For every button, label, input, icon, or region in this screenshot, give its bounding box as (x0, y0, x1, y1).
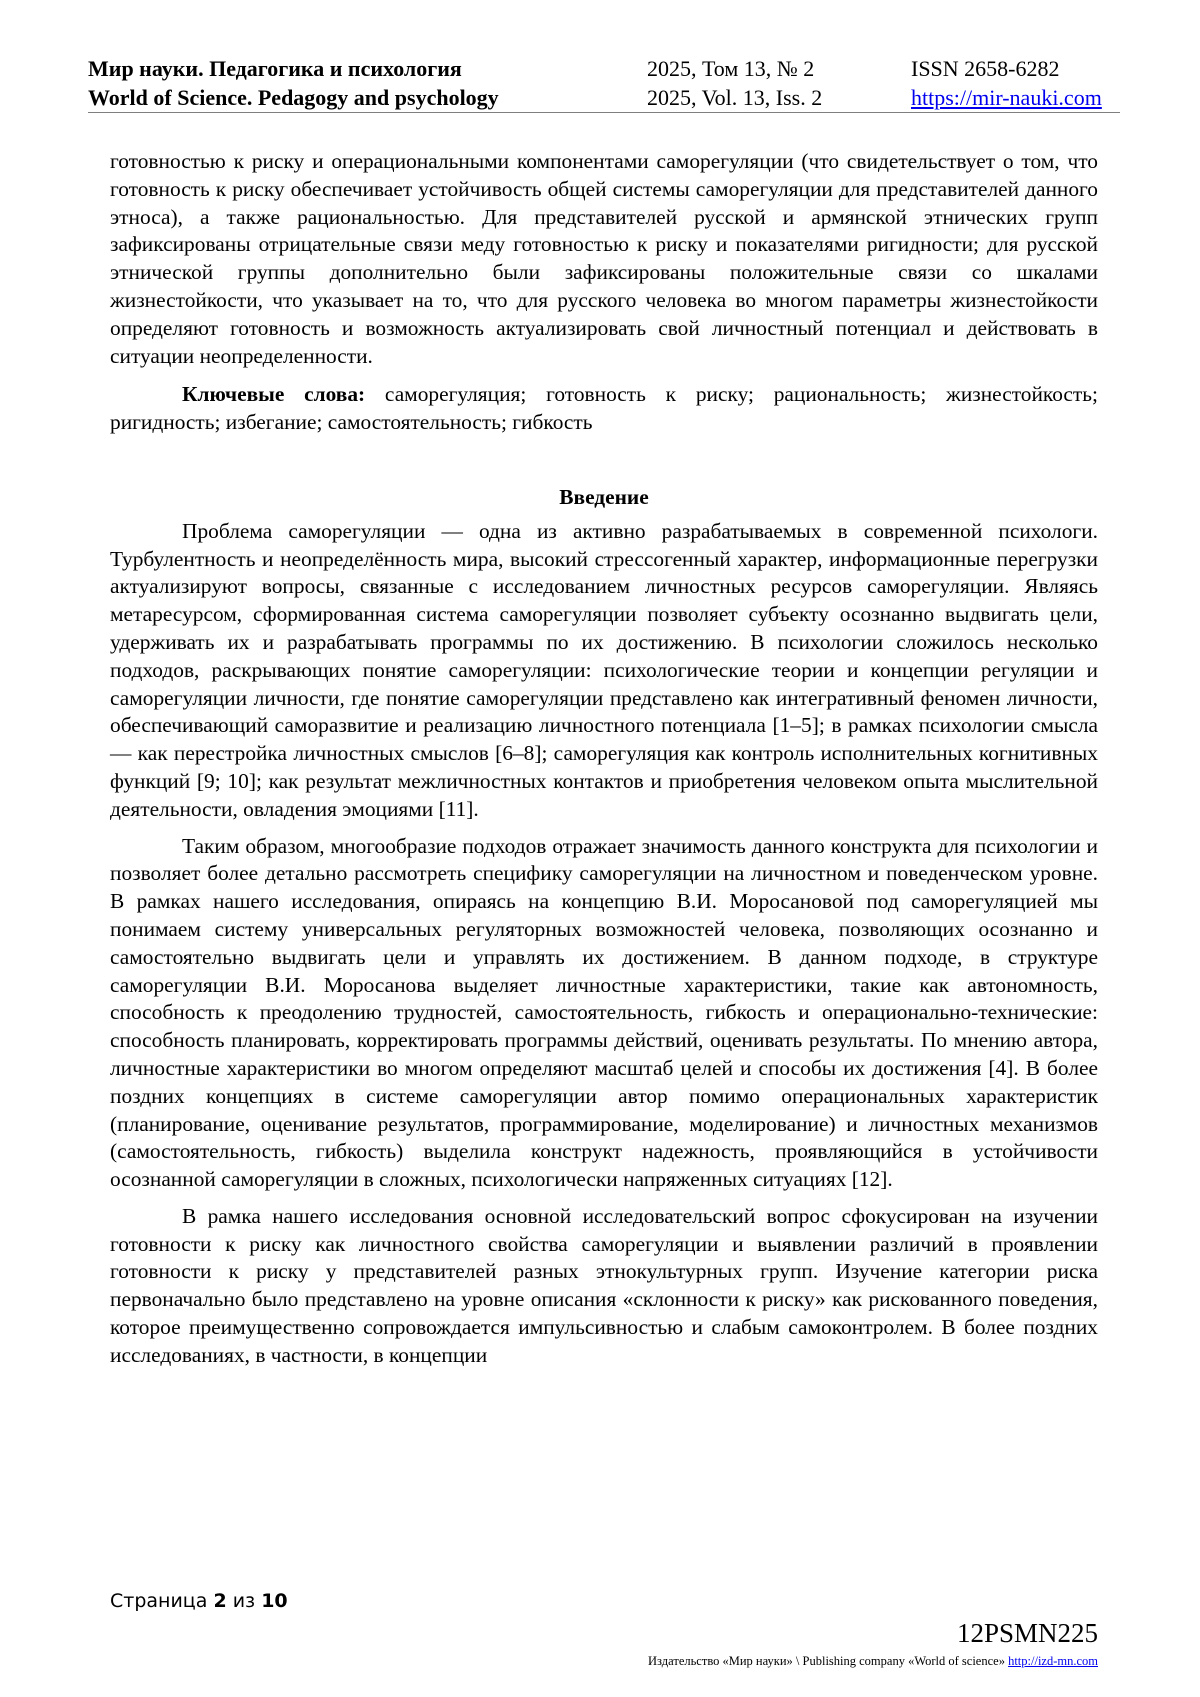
section-title: Введение (559, 484, 649, 509)
body-paragraph-2: Таким образом, многообразие подходов отражает значимость данного конструкта для психологии и позволяет более детально рассмотреть специфику саморегуляции на личностном и поведенческом уровне. В рамках нашего исследования, опираясь на концепцию В.И. Моросановой под саморегуляцией мы понимаем систему универсальных регуляторных возможностей человека, позволяющих осознанно и самостоятельно выдвигать цели и управлять их достижением. В данном подходе, в структуре саморегуляции В.И. Моросанова выделяет личностные характеристики, такие как автономность, способность к преодолению трудностей, самостоятельность, гибкость и операционально-технические: способность планировать, корректировать программы действий, оценивать результаты. По мнению автора, личностные характеристики во многом определяют масштаб целей и способы их достижения [4]. В более поздних концепциях в системе саморегуляции автор помимо операциональных характеристик (планирование, оценивание результатов, программирование, моделирование) и личностных механизмов (самостоятельность, гибкость) выделила конструкт надежность, проявляющийся в устойчивости осознанной саморегуляции в сложных, психологически напряженных ситуациях [12]. (110, 833, 1098, 1192)
article-body (110, 148, 1098, 1370)
publisher-text: Издательство «Мир науки» \ Publishing company «World of science» (648, 1654, 1009, 1668)
abstract-continuation: готовностью к риску и операциональными компонентами саморегуляции (что свидетельствует о том, что готовность к риску обеспечивает устойчивость общей системы саморегуляции для представителей данного этноса), а также рациональностью. Для представителей русской и армянской этнических групп зафиксированы отрицательные связи меду готовностью к риску и показателями ригидности; для русской этнической группы дополнительно были зафиксированы положительные связи со шкалами жизнестойкости, что указывает на то, что для русского человека во многом параметры жизнестойкости определяют готовность и возможность актуализировать свой личностный потенциал и действовать в ситуации неопределенности. (110, 149, 1098, 368)
journal-volume (647, 54, 822, 112)
keywords-label: Ключевые слова: (182, 382, 366, 407)
journal-website-link[interactable]: https://mir-nauki.com (911, 85, 1102, 110)
issn: ISSN 2658-6282 (911, 56, 1060, 81)
article-code: 12PSMN225 (956, 1618, 1098, 1648)
body-paragraph-1: Проблема саморегуляции — одна из активно разрабатываемых в современной психологи. Турбулентность и неопределённость мира, высокий стрессогенный характер, информационные перегрузки актуализируют вопросы, связанные с исследованием личностных ресурсов саморегуляции. Являясь метаресурсом, сформированная система саморегуляции позволяет субъекту осознанно выдвигать цели, удерживать их и разрабатывать программы по их достижению. В психологии сложилось несколько подходов, раскрывающих понятие саморегуляции: психологические теории и концепции регуляции и саморегуляции личности, где понятие саморегуляции представлено как интегративный феномен личности, обеспечивающий саморазвитие и реализацию личностного потенциала [1–5]; в рамках психологии смысла — как перестройка личностных смыслов [6–8]; саморегуляция как контроль исполнительных когнитивных функций [9; 10]; как результат межличностных контактов и приобретения человеком опыта мыслительной деятельности, овладения эмоциями [11]. (110, 518, 1098, 821)
keywords-paragraph (110, 381, 1098, 437)
body-paragraph-3: В рамка нашего исследования основной исследовательский вопрос сфокусирован на изучении готовности к риску как личностного свойства саморегуляции и выявлении различий в проявлении готовности к риску у представителей разных этнокультурных групп. Изучение категории риска первоначально было представлено на уровне описания «склонности к риску» как рискованного поведения, которое преимущественно сопровождается импульсивностью и слабым самоконтролем. В более поздних исследованиях, в частности, в концепции (110, 1203, 1098, 1367)
volume-ru: 2025, Том 13, № 2 (647, 56, 815, 81)
page-current: 2 (213, 1590, 227, 1612)
journal-title-en: World of Science. Pedagogy and psychology (88, 85, 499, 110)
volume-en: 2025, Vol. 13, Iss. 2 (647, 85, 823, 110)
page-number (110, 1590, 288, 1612)
journal-title (88, 54, 499, 112)
page-total: 10 (261, 1590, 288, 1612)
journal-issn-block (911, 54, 1102, 112)
page-of: из (226, 1590, 262, 1612)
publisher-link[interactable]: http://izd-mn.com (1008, 1654, 1098, 1668)
keywords-list: саморегуляция; готовность к риску; рациональность; жизнестойкость; ригидность; избегание; самостоятельность; гибкость (110, 382, 1098, 435)
header-divider (88, 112, 1120, 113)
page-header (88, 48, 1120, 112)
publisher-line (648, 1654, 1098, 1669)
journal-title-ru: Мир науки. Педагогика и психология (88, 56, 462, 81)
page-label: Страница (110, 1590, 214, 1612)
